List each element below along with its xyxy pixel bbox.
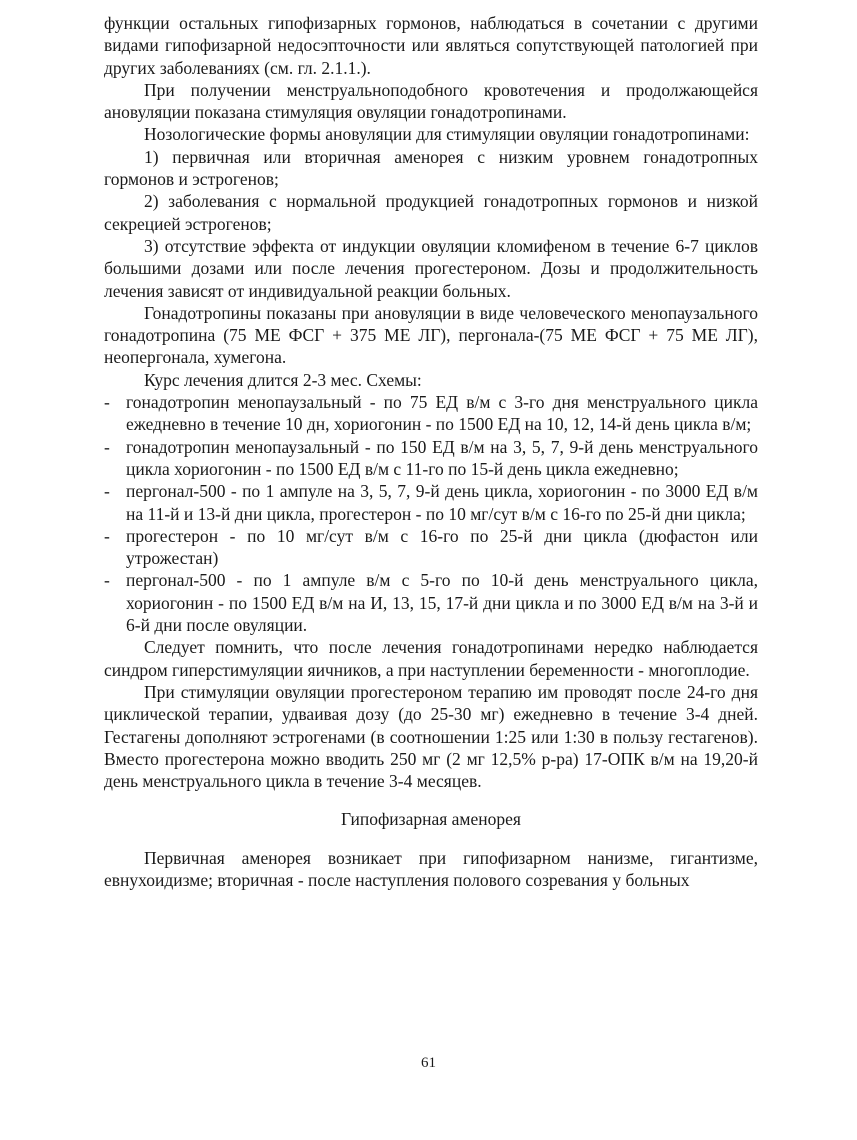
paragraph-gonadotropins: Гонадотропины показаны при ановуляции в виде человеческого менопаузального гонадотропина (75 МЕ ФСГ + 375 МЕ ЛГ), пергонала-(75 МЕ ФСГ + 75 МЕ ЛГ), неопергонала, хумегона. [104, 302, 758, 368]
scheme-item [104, 436, 758, 481]
list-marker: - [104, 481, 110, 502]
scheme-item-text: гонадотропин менопаузальный - по 150 ЕД в/м на 3, 5, 7, 9-й день менструального цикла хориогонин - по 1500 ЕД в/м с 11-го по 15-й день цикла ежедневно; [126, 436, 758, 479]
scheme-item-text: пергонал-500 - по 1 ампуле на 3, 5, 7, 9-й день цикла, хориогонин - по 3000 ЕД в/м на 11-й и 13-й дни цикла, прогестерон - по 10 мг/сут в/м с 16-го по 25-й дни цикла; [126, 481, 758, 524]
paragraph-form-3: 3) отсутствие эффекта от индукции овуляции кломифеном в течение 6-7 циклов большими дозами или после лечения прогестероном. Дозы и продолжительность лечения зависят от индивидуальной реакции больных. [104, 235, 758, 301]
paragraph-hyperstimulation: Следует помнить, что после лечения гонадотропинами нередко наблюдается синдром гиперстимуляции яичников, а при наступлении беременности - многоплодие. [104, 637, 758, 680]
scheme-list [104, 391, 758, 636]
scheme-item [104, 569, 758, 636]
paragraph-primary-amenorrhea: Первичная аменорея возникает при гипофизарном нанизме, гигантизме, евнухоидизме; вторичная - после наступления полового созревания у больных [104, 847, 758, 890]
list-marker: - [104, 436, 110, 457]
paragraph-form-2: 2) заболевания с нормальной продукцией гонадотропных гормонов и низкой секрецией эстрогенов; [104, 191, 758, 234]
list-marker: - [104, 570, 110, 591]
paragraph-form-1: 1) первичная или вторичная аменорея с низким уровнем гонадотропных гормонов и эстрогенов; [104, 146, 758, 190]
scheme-item-text: прогестерон - по 10 мг/сут в/м с 16-го по 25-й дни цикла (дюфастон или утрожестан) [126, 525, 758, 569]
paragraph-course: Курс лечения длится 2-3 мес. Схемы: [144, 369, 422, 390]
paragraph-stimulation: При получении менструальноподобного кровотечения и продолжающейся ановуляции показана стимуляция овуляции гонадотропинами. [104, 79, 758, 123]
paragraph-nosological-forms: Нозологические формы ановуляции для стимуляции овуляции гонадотропинами: [144, 124, 750, 145]
paragraph-progesterone: При стимуляции овуляции прогестероном терапию им проводят после 24-го дня циклической терапии, удваивая дозу (до 25-30 мг) ежедневно в течение 3-4 дней. Гестагены дополняют эстрогенами (в соотношении 1:25 или 1:30 в пользу гестагенов). Вместо прогестерона можно вводить 250 мг (2 мг 12,5% р-ра) 17-ОПК в/м на 19,20-й день менструального цикла в течение 3-4 месяцев. [104, 681, 758, 792]
scheme-item [104, 480, 758, 525]
text-column [104, 12, 758, 891]
page-number: 61 [421, 1055, 436, 1071]
paragraph-continuation: функции остальных гипофизарных гормонов, наблюдаться в сочетании с другими видами гипофизарной недосэпточности или являться сопутствующей патологией при других заболеваниях (см. гл. 2.1.1.). [104, 13, 758, 78]
scheme-item-text: гонадотропин менопаузальный - по 75 ЕД в/м с 3-го дня менструального цикла ежедневно в течение 10 дн, хориогонин - по 1500 ЕД на 10, 12, 14-й день цикла в/м; [126, 392, 758, 435]
section-heading: Гипофизарная аменорея [341, 809, 521, 830]
scheme-item-text: пергонал-500 - по 1 ампуле в/м с 5-го по 10-й день менструального цикла, хориогонин - по 1500 ЕД в/м на И, 13, 15, 17-й дни цикла и по 3000 ЕД в/м на 3-й и 6-й дни после овуляции. [126, 570, 758, 636]
list-marker: - [104, 392, 110, 413]
scheme-item [104, 391, 758, 436]
scheme-item [104, 525, 758, 570]
list-marker: - [104, 525, 110, 546]
